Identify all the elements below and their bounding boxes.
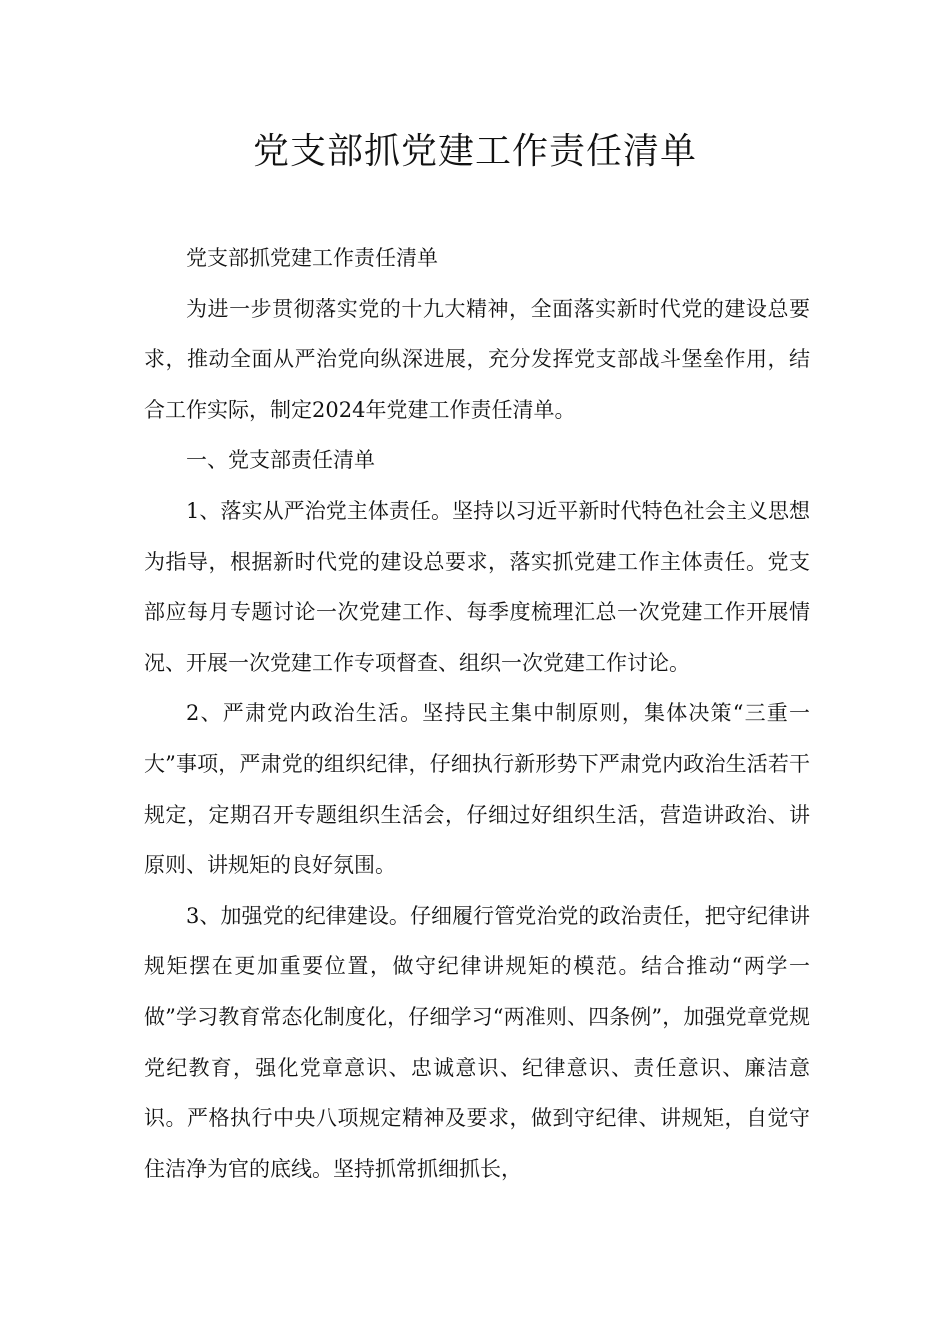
paragraph-item-1: 1、落实从严治党主体责任。坚持以习近平新时代特色社会主义思想为指导，根据新时代党的建设总要求，落实抓党建工作主体责任。党支部应每月专题讨论一次党建工作、每季度梳理汇总一次党建工作开展情况、开展一次党建工作专项督查、组织一次党建工作讨论。 bbox=[144, 498, 810, 675]
paragraph-intro: 为进一步贯彻落实党的十九大精神，全面落实新时代党的建设总要求，推动全面从严治党向纵深进展，充分发挥党支部战斗堡垒作用，结合工作实际，制定2024年党建工作责任清单。 bbox=[144, 296, 810, 422]
paragraph-item-3: 3、加强党的纪律建设。仔细履行管党治党的政治责任，把守纪律讲规矩摆在更加重要位置，做守纪律讲规矩的模范。结合推动“两学一做”学习教育常态化制度化，仔细学习“两准则、四条例”，加强党章党规党纪教育，强化党章意识、忠诚意识、纪律意识、责任意识、廉洁意识。严格执行中央八项规定精神及要求，做到守纪律、讲规矩，自觉守住洁净为官的底线。坚持抓常抓细抓长， bbox=[144, 903, 810, 1181]
section-heading-1: 一、党支部责任清单 bbox=[186, 448, 375, 473]
document-body bbox=[144, 233, 810, 1194]
paragraph-subtitle: 党支部抓党建工作责任清单 bbox=[186, 246, 438, 270]
document-title: 党支部抓党建工作责任清单 bbox=[252, 131, 697, 172]
paragraph-item-2: 2、严肃党内政治生活。坚持民主集中制原则，集体决策“三重一大”事项，严肃党的组织纪律，仔细执行新形势下严肃党内政治生活若干规定，定期召开专题组织生活会，仔细过好组织生活，营造讲政治、讲原则、讲规矩的良好氛围。 bbox=[144, 701, 810, 878]
